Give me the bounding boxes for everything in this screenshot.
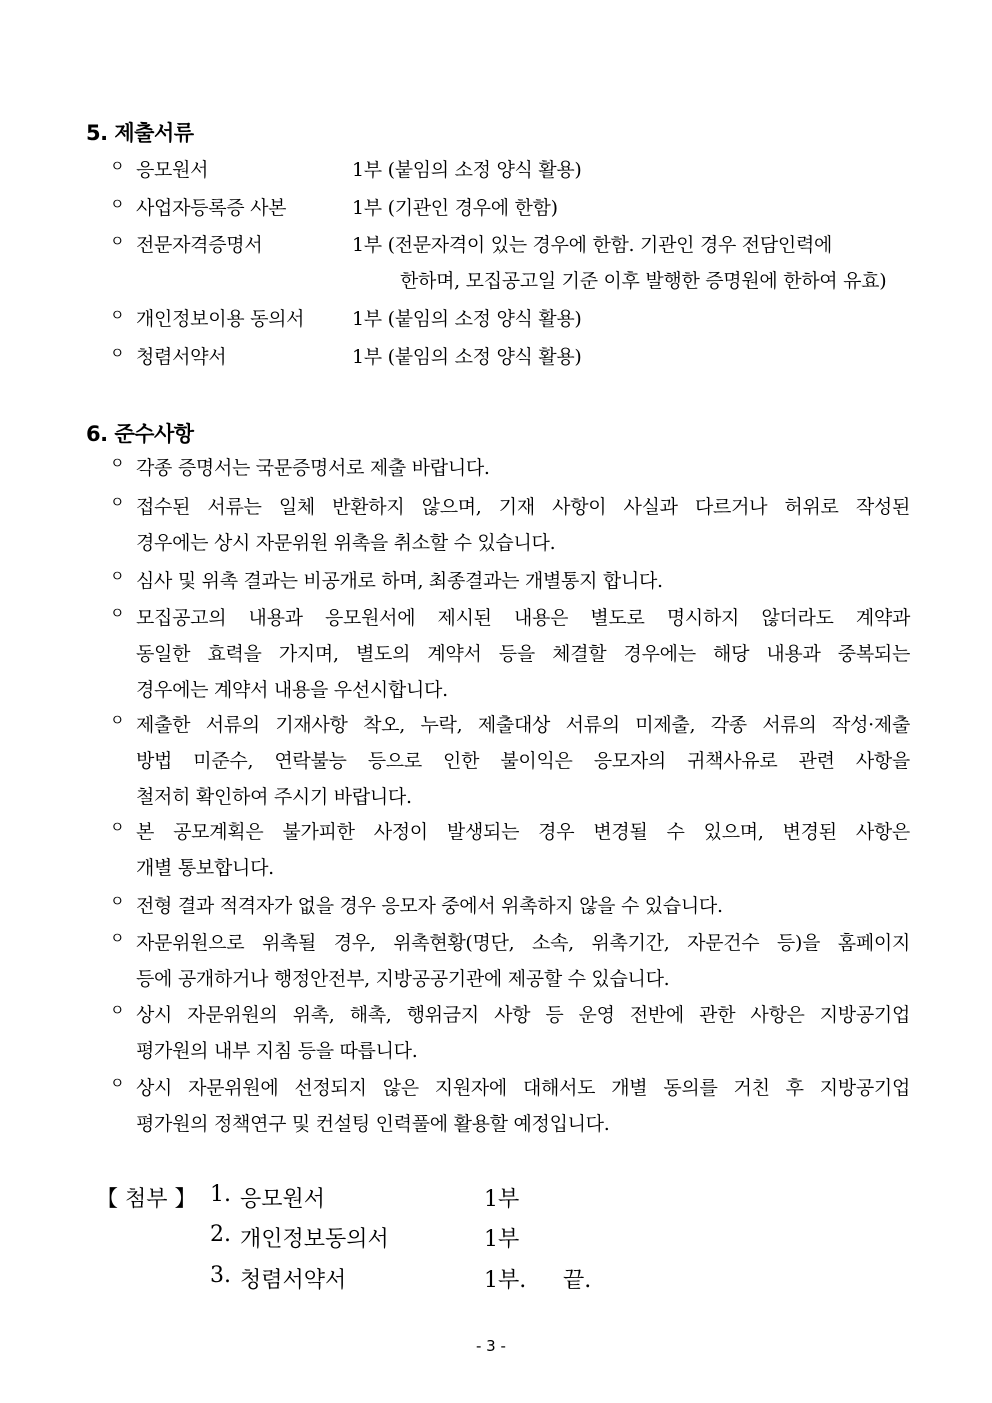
item-text: 모집공고의 내용과 응모원서에 제시된 내용은 별도로 명시하지 않더라도 계약과 <box>136 607 910 629</box>
compliance-item <box>110 1070 910 1142</box>
item-text: 제출한 서류의 기재사항 착오, 누락, 제출대상 서류의 미제출, 각종 서류의 작성·제출 <box>136 714 910 736</box>
compliance-item <box>110 600 910 708</box>
attachment-quantity: 1부 <box>484 1187 520 1212</box>
bullet-icon: ㅇ <box>110 195 125 213</box>
item-text: 평가원의 정책연구 및 컨설팅 인력풀에 활용할 예정입니다. <box>136 1113 610 1135</box>
attachment-name: 응모원서 <box>240 1187 326 1212</box>
bullet-icon: ㅇ <box>110 604 125 622</box>
bullet-icon: ㅇ <box>110 1001 125 1019</box>
compliance-item <box>110 997 910 1069</box>
bullet-icon: ㅇ <box>110 232 125 250</box>
compliance-item <box>110 707 910 815</box>
bullet-icon: ㅇ <box>110 1074 125 1092</box>
item-text: 자문위원으로 위촉될 경우, 위촉현황(명단, 소속, 위촉기간, 자문건수 등)을 홈페이지 <box>136 932 910 954</box>
document-name: 사업자등록증 사본 <box>136 197 287 219</box>
document-name: 청렴서약서 <box>136 346 227 368</box>
document-note: 1부 (붙임의 소정 양식 활용) <box>352 346 582 368</box>
bullet-icon: ㅇ <box>110 157 125 175</box>
bullet-icon: ㅇ <box>110 344 125 362</box>
bullet-icon: ㅇ <box>110 818 125 836</box>
attachment-number: 2. <box>210 1222 231 1247</box>
document-name: 전문자격증명서 <box>136 234 263 256</box>
attachments-label: 【 첨부 】 <box>96 1187 197 1212</box>
compliance-item <box>110 888 910 924</box>
attachment-name: 청렴서약서 <box>240 1268 347 1293</box>
document-note: 1부 (붙임의 소정 양식 활용) <box>352 308 582 330</box>
compliance-item <box>110 925 910 997</box>
document-note: 1부 (기관인 경우에 한함) <box>352 197 558 219</box>
bullet-icon: ㅇ <box>110 929 125 947</box>
item-text: 각종 증명서는 국문증명서로 제출 바랍니다. <box>136 457 490 479</box>
attachment-number: 3. <box>210 1263 231 1288</box>
item-text: 철저히 확인하여 주시기 바랍니다. <box>136 786 412 808</box>
attachment-quantity: 1부 <box>484 1227 520 1252</box>
bullet-icon: ㅇ <box>110 892 125 910</box>
bullet-icon: ㅇ <box>110 454 125 472</box>
item-text: 동일한 효력을 가지며, 별도의 계약서 등을 체결할 경우에는 해당 내용과 중복되는 <box>136 643 910 665</box>
bullet-icon: ㅇ <box>110 711 125 729</box>
document-note: 1부 (붙임의 소정 양식 활용) <box>352 159 582 181</box>
item-text: 방법 미준수, 연락불능 등으로 인한 불이익은 응모자의 귀책사유로 관련 사항을 <box>136 750 910 772</box>
compliance-item <box>110 450 910 486</box>
attachment-name: 개인정보동의서 <box>240 1227 389 1252</box>
bullet-icon: ㅇ <box>110 493 125 511</box>
section-6-title: 6. 준수사항 <box>86 422 194 446</box>
compliance-item <box>110 814 910 886</box>
document-note: 1부 (전문자격이 있는 경우에 한함. 기관인 경우 전담인력에 <box>352 234 833 256</box>
bullet-icon: ㅇ <box>110 306 125 324</box>
item-text: 평가원의 내부 지침 등을 따릅니다. <box>136 1040 418 1062</box>
item-text: 심사 및 위촉 결과는 비공개로 하며, 최종결과는 개별통지 합니다. <box>136 570 663 592</box>
attachment-number: 1. <box>210 1182 231 1207</box>
compliance-item <box>110 563 910 599</box>
item-text: 경우에는 상시 자문위원 위촉을 취소할 수 있습니다. <box>136 532 556 554</box>
page-number: - 3 - <box>476 1337 506 1355</box>
end-mark: 끝. <box>563 1268 592 1293</box>
item-text: 상시 자문위원의 위촉, 해촉, 행위금지 사항 등 운영 전반에 관한 사항은 지방공기업 <box>136 1004 910 1026</box>
item-text: 경우에는 계약서 내용을 우선시합니다. <box>136 679 448 701</box>
section-5-title: 5. 제출서류 <box>86 121 194 145</box>
document-name: 응모원서 <box>136 159 209 181</box>
item-text: 접수된 서류는 일체 반환하지 않으며, 기재 사항이 사실과 다르거나 허위로 작성된 <box>136 496 910 518</box>
bullet-icon: ㅇ <box>110 567 125 585</box>
attachment-quantity: 1부. <box>484 1268 527 1293</box>
item-text: 전형 결과 적격자가 없을 경우 응모자 중에서 위촉하지 않을 수 있습니다. <box>136 895 723 917</box>
item-text: 본 공모계획은 불가피한 사정이 발생되는 경우 변경될 수 있으며, 변경된 사항은 <box>136 821 910 843</box>
document-note-continuation: 한하며, 모집공고일 기준 이후 발행한 증명원에 한하여 유효) <box>400 270 887 292</box>
document-name: 개인정보이용 동의서 <box>136 308 305 330</box>
item-text: 상시 자문위원에 선정되지 않은 지원자에 대해서도 개별 동의를 거친 후 지방공기업 <box>136 1077 910 1099</box>
compliance-item <box>110 489 910 561</box>
item-text: 개별 통보합니다. <box>136 857 274 879</box>
item-text: 등에 공개하거나 행정안전부, 지방공공기관에 제공할 수 있습니다. <box>136 968 670 990</box>
